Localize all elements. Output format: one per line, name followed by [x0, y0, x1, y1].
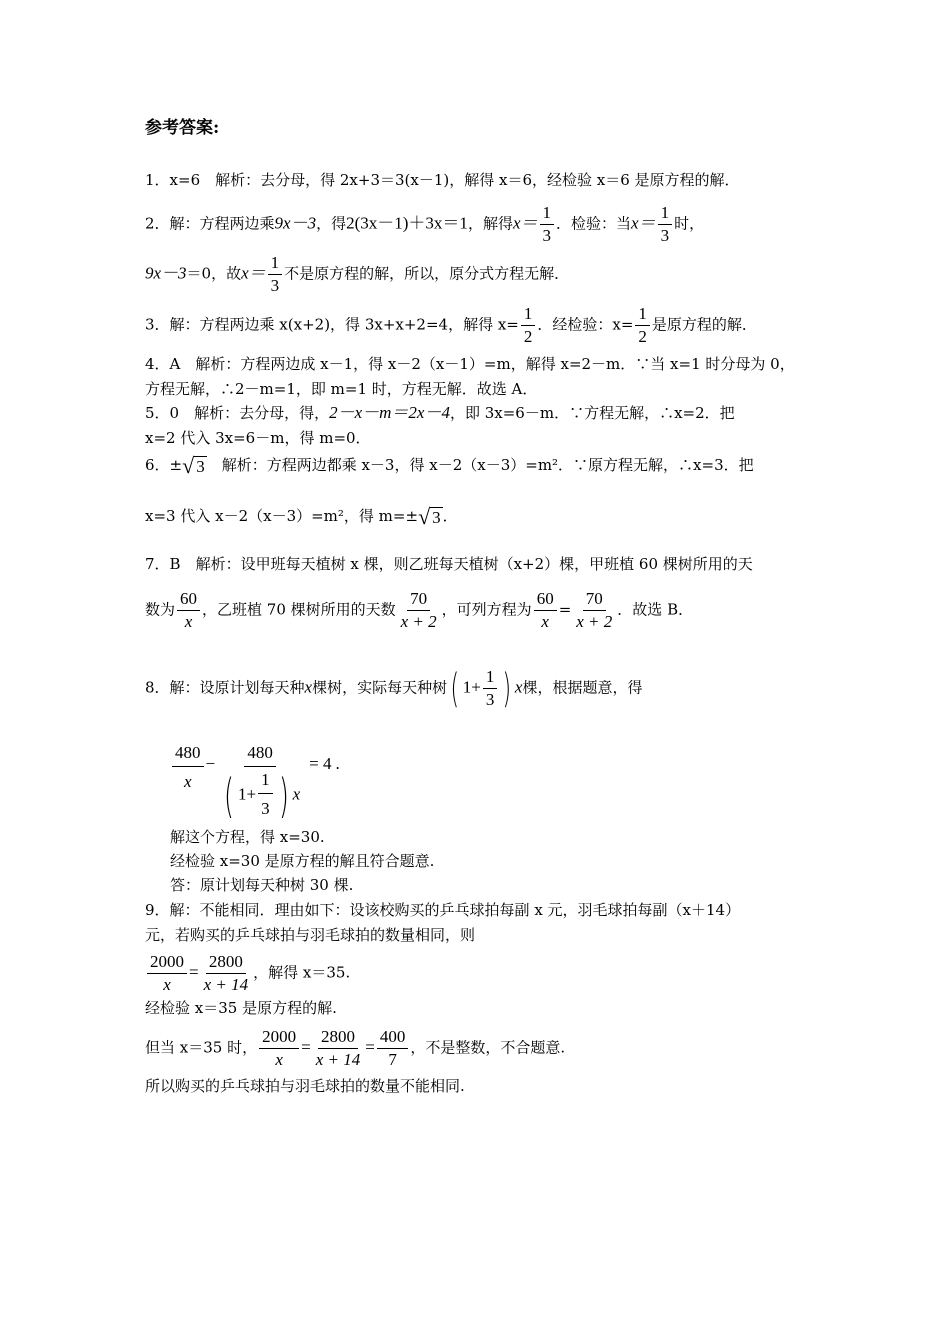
page-title: 参考答案:	[145, 118, 220, 138]
answer-6-line-1: 6．± √ 3 解析：方程两边都乘 x－3，得 x－2（x－3）=m²．∵原方程无解，∴x=3．把	[145, 453, 754, 478]
answer-5-line-1: 5．0 解析：去分母，得，2－x－m＝2x－4，即 3x=6－m．∵方程无解，∴x=2．把	[145, 403, 735, 422]
fraction: $\frac{1}{3}$	[268, 252, 283, 297]
fraction: $\frac{1}{2}$	[635, 303, 650, 348]
sqrt: √ 3	[182, 453, 205, 478]
answer-8-step-1: 解这个方程，得 x=30.	[170, 828, 325, 846]
answer-7-line-2: 数为 $\frac{60}{x}$ ，乙班植 70 棵树所用的天数 $\frac{70}{x + 2}$ ，可列方程为 $\frac{60}{x}$ = $\frac{70}{x + 2}$ ．故选 B．	[145, 589, 694, 631]
fraction: $\frac{60}{x}$	[177, 588, 200, 633]
fraction: $\frac{70}{x + 2}$	[576, 589, 613, 631]
answer-8-line-1: 8．解：设原计划每天种x棵树，实际每天种树( 1+ $\frac{1}{3}$ ) x棵，根据题意，得	[145, 665, 643, 712]
fraction: $\frac{2800}{x + 14}$	[203, 952, 249, 994]
answer-6-line-2: x=3 代入 x－2（x－3）=m²，得 m=± √ 3 ．	[145, 504, 458, 529]
fraction: $\frac{60}{x}$	[534, 588, 557, 633]
answer-8-step-3: 答：原计划每天种树 30 棵.	[170, 876, 354, 894]
answer-4-line-1: 4．A 解析：方程两边成 x－1，得 x－2（x－1）=m，解得 x=2－m．∵当 x=1 时分母为 0，	[145, 355, 795, 373]
answer-9-conclusion: 所以购买的乒乓球拍与羽毛球拍的数量不能相同.	[145, 1077, 465, 1095]
fraction: $\frac{1}{3}$	[658, 202, 673, 247]
answer-9-line-1: 9．解：不能相同．理由如下：设该校购买的乒乓球拍每副 x 元，羽毛球拍每副（x＋14）	[145, 901, 741, 919]
answer-9-line-5: 但当 x＝35 时， $\frac{2000}{x}$ = $\frac{2800}{x + 14}$ = $\frac{400}{7}$ ，不是整数，不合题意.	[145, 1027, 566, 1069]
fraction: $\frac{2800}{x + 14}$	[315, 1027, 361, 1069]
answer-4-line-2: 方程无解，∴2－m=1，即 m=1 时，方程无解．故选 A．	[145, 380, 538, 398]
fraction: $\frac{1}{2}$	[521, 303, 536, 348]
answer-7-line-1: 7．B 解析：设甲班每天植树 x 棵，则乙班每天植树（x+2）棵，甲班植 60 棵树所用的天	[145, 555, 753, 573]
answer-1: 1．x=6 解析：去分母，得 2x+3＝3(x－1)，解得 x＝6，经检验 x＝6 是原方程的解．	[145, 171, 740, 189]
fraction: $\frac{2000}{x}$	[259, 1026, 299, 1071]
fraction: $\frac{1}{3}$	[483, 666, 498, 711]
answer-3: 3．解：方程两边乘 x(x+2)，得 3x+x+2=4，解得 x= $\frac{1}{2}$ ．经检验：x= $\frac{1}{2}$ 是原方程的解．	[145, 304, 757, 346]
fraction: $\frac{1}{3}$	[540, 202, 555, 247]
fraction: $\frac{2000}{x}$	[147, 951, 187, 996]
answer-5-line-2: x=2 代入 3x=6－m，得 m=0．	[145, 429, 371, 447]
fraction: $\frac{480}{x}$	[172, 740, 204, 797]
answer-2: 2．解：方程两边乘9x－3，得2(3x－1)＋3x＝1，解得x＝ $\frac{1}{3}$ ．检验：当x＝ $\frac{1}{3}$ 时，	[145, 203, 705, 245]
fraction: $\frac{400}{7}$	[377, 1026, 409, 1071]
answer-9-equation: $\frac{2000}{x}$ = $\frac{2800}{x + 14}$ ，解得 x＝35.	[145, 951, 350, 996]
answer-9-line-4: 经检验 x＝35 是原方程的解.	[145, 999, 337, 1017]
sqrt: √ 3	[418, 504, 441, 529]
answer-2-line-2: 9x－3＝0，故x＝ $\frac{1}{3}$ 不是原方程的解，所以，原分式方程无解．	[145, 253, 570, 295]
fraction: $\frac{70}{x + 2}$	[400, 589, 437, 631]
answer-8-step-2: 经检验 x=30 是原方程的解且符合题意.	[170, 852, 435, 870]
answer-8-equation: $\frac{480}{x}$ − 480 ( 1+ $\frac{1}{3}$ ) x = 4 .	[170, 740, 340, 824]
fraction: 480 ( 1+ $\frac{1}{3}$ ) x	[217, 740, 303, 824]
answer-9-line-2: 元，若购买的乒乓球拍与羽毛球拍的数量相同，则	[145, 926, 476, 944]
